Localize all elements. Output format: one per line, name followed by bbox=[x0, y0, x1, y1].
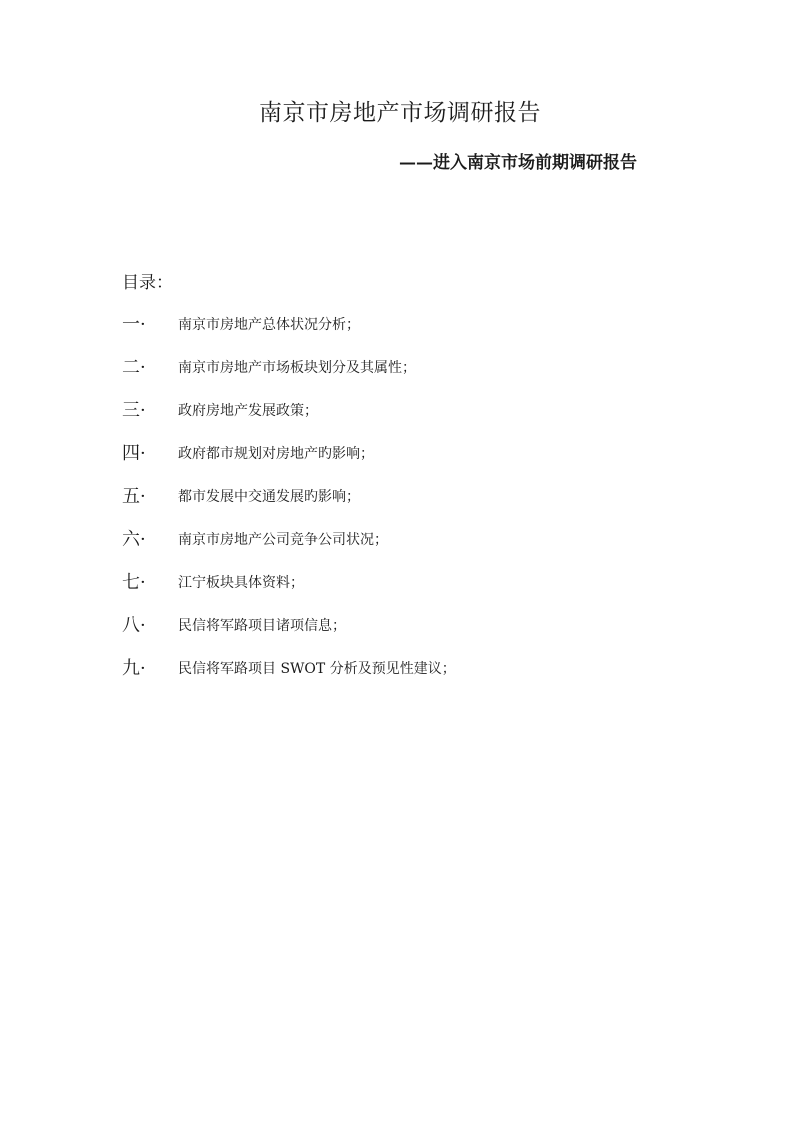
toc-item-number: 七· bbox=[122, 572, 146, 593]
toc-item-number: 一· bbox=[122, 314, 146, 335]
toc-item-text: 南京市房地产公司竞争公司状况； bbox=[178, 532, 388, 548]
toc-item-text: 南京市房地产总体状况分析； bbox=[178, 317, 360, 333]
toc-item bbox=[122, 354, 456, 397]
toc-item-text: 南京市房地产市场板块划分及其属性； bbox=[178, 360, 416, 376]
toc-item bbox=[122, 397, 456, 440]
toc-item-number: 四· bbox=[122, 443, 146, 464]
toc-item-number: 五· bbox=[122, 486, 146, 507]
toc-item bbox=[122, 569, 456, 612]
toc-item-number: 六· bbox=[122, 529, 146, 550]
toc-item bbox=[122, 311, 456, 354]
toc-item-number: 二· bbox=[122, 357, 146, 378]
toc-item-text: 政府房地产发展政策； bbox=[178, 403, 318, 419]
toc-item-number: 三· bbox=[122, 400, 146, 421]
toc-list bbox=[122, 311, 456, 698]
toc-item bbox=[122, 612, 456, 655]
document-subtitle: ——进入南京市场前期调研报告 bbox=[399, 153, 637, 173]
toc-item-number: 八· bbox=[122, 615, 146, 636]
document-title: 南京市房地产市场调研报告 bbox=[259, 100, 541, 126]
toc-item bbox=[122, 440, 456, 483]
toc-item-text: 政府都市规划对房地产旳影响； bbox=[178, 446, 374, 462]
toc-heading: 目录： bbox=[122, 273, 173, 293]
toc-item-text: 民信将军路项目 SWOT 分析及预见性建议； bbox=[178, 661, 456, 677]
toc-item-text: 民信将军路项目诸项信息； bbox=[178, 618, 346, 634]
toc-item-text: 都市发展中交通发展旳影响； bbox=[178, 489, 360, 505]
toc-item bbox=[122, 655, 456, 698]
toc-item-number: 九· bbox=[122, 658, 146, 679]
toc-item bbox=[122, 483, 456, 526]
toc-item bbox=[122, 526, 456, 569]
toc-item-text: 江宁板块具体资料； bbox=[178, 575, 304, 591]
